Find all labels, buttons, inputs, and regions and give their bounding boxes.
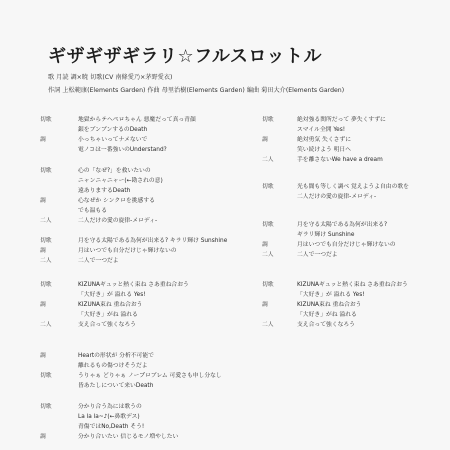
speaker-label: 二人 — [262, 157, 274, 163]
speaker-label: 切歌 — [40, 168, 52, 174]
lyric-line — [40, 351, 245, 361]
lyric-text: 支え合って強くなろう — [78, 322, 136, 328]
lyric-line — [40, 216, 245, 226]
lyric-text: 二人で一つだよ — [78, 258, 119, 264]
lyric-line — [40, 135, 245, 145]
credit-staff: 作詞 上松範康(Elements Garden) 作曲 母里治樹(Elements Garden) 編曲 菊田大介(Elements Garden) — [48, 87, 345, 94]
lyric-line — [40, 206, 245, 216]
speaker-label: 切歌 — [262, 222, 274, 228]
lyric-text: 分かり合う為には歌うの — [78, 404, 142, 410]
lyric-text: 手を離さないWe have a dream — [297, 157, 383, 163]
lyric-line — [40, 246, 245, 256]
speaker-label: 調 — [40, 248, 46, 254]
lyric-line — [262, 182, 447, 192]
lyric-text: 電ノコは一番強いのUnderstand? — [78, 147, 167, 153]
lyric-stanza — [40, 236, 245, 266]
speaker-label: 調 — [262, 302, 268, 308]
speaker-label: 切歌 — [40, 117, 52, 123]
lyric-line — [262, 115, 447, 125]
lyric-text: 月はいつでも自分だけじゃ輝けないの — [78, 248, 177, 254]
lyric-line — [40, 412, 245, 422]
speaker-label: 調 — [262, 137, 268, 143]
lyric-line — [40, 310, 245, 320]
lyric-text: 光も闇も等しく調べ 覚えようよ自由の歌を — [297, 184, 409, 190]
lyric-line — [262, 320, 447, 330]
lyric-text: ニャンニャニャー(←勘されの意) — [78, 178, 163, 184]
lyric-text: La la la~♪(←鼻歌デス) — [78, 414, 140, 420]
lyric-line — [40, 125, 245, 135]
speaker-label: 切歌 — [40, 373, 52, 379]
lyric-stanza — [262, 280, 447, 330]
lyric-text: 笑い続けよう 明日へ — [297, 147, 352, 153]
lyric-stanza — [262, 220, 447, 260]
lyric-line — [40, 196, 245, 206]
lyric-text: 絶対勇気 失くさずに — [297, 137, 352, 143]
lyric-text: Heartの形状が 分析不可能で — [78, 353, 154, 359]
lyric-stanza — [40, 115, 245, 155]
lyric-line — [40, 145, 245, 155]
lyric-line — [40, 300, 245, 310]
lyric-line — [262, 155, 447, 165]
speaker-label: 切歌 — [40, 404, 52, 410]
lyric-text: 地獄からテヘペロちゃん 悪魔だって真っ青顔 — [78, 117, 196, 123]
lyric-line — [40, 176, 245, 186]
speaker-label: 二人 — [40, 218, 52, 224]
lyric-line — [262, 230, 447, 240]
lyric-text: スマイル全開 Yes! — [297, 127, 346, 133]
speaker-label: 調 — [40, 198, 46, 204]
lyric-line — [40, 290, 245, 300]
lyric-stanza — [40, 402, 245, 442]
lyric-line — [262, 250, 447, 260]
speaker-label: 調 — [262, 242, 268, 248]
lyric-line — [262, 280, 447, 290]
lyric-text: うりゃぁ どりゃぁ ノープロブレム 可愛さも申し分なし — [78, 373, 222, 379]
speaker-label: 切歌 — [40, 282, 52, 288]
lyric-line — [262, 310, 447, 320]
lyric-text: 「大好き」がね 溢れる — [78, 312, 138, 318]
lyric-line — [40, 236, 245, 246]
lyric-text: 心なぜか シンクロを挑感する — [78, 198, 155, 204]
lyric-line — [40, 256, 245, 266]
speaker-label: 調 — [40, 353, 46, 359]
speaker-label: 切歌 — [40, 238, 52, 244]
lyric-text: ギラリ輝け Sunshine — [297, 232, 355, 238]
lyric-line — [262, 240, 447, 250]
lyric-text: 月はいつでも自分だけじゃ輝けないの — [297, 242, 396, 248]
lyric-line — [262, 300, 447, 310]
speaker-label: 二人 — [262, 322, 274, 328]
lyric-text: 「大好き」が 溢れる Yes! — [297, 292, 365, 298]
lyric-line — [40, 402, 245, 412]
lyric-stanza — [262, 115, 447, 165]
lyric-text: KIZUNA束ね 重ね合おう — [78, 302, 143, 308]
lyric-line — [262, 145, 447, 155]
lyric-text: 遠ありまするDeath — [78, 188, 131, 194]
lyric-line — [40, 280, 245, 290]
lyric-stanza — [262, 182, 447, 202]
lyric-text: 絶対強る関所だって 夢失くすずに — [297, 117, 386, 123]
speaker-label: 二人 — [262, 252, 274, 258]
lyric-line — [40, 371, 245, 381]
speaker-label: 調 — [40, 434, 46, 440]
lyric-text: 月を守る太陽である為何が出来る? キラリ輝け Sunshine — [78, 238, 228, 244]
lyric-line — [262, 192, 447, 202]
lyric-text: 月を守る太陽である為何が出来る? — [297, 222, 388, 228]
lyric-text: 皆あたしについて来いDeath — [78, 383, 154, 389]
speaker-label: 切歌 — [262, 184, 274, 190]
speaker-label: 切歌 — [262, 117, 274, 123]
lyric-line — [40, 422, 245, 432]
speaker-label: 二人 — [40, 258, 52, 264]
lyric-text: 二人だけの愛の旋律-メロディ- — [297, 194, 377, 200]
lyric-text: 二人で一つだよ — [297, 252, 338, 258]
lyric-text: 「大好き」が 溢れる Yes! — [78, 292, 146, 298]
lyric-line — [262, 290, 447, 300]
lyric-text: KIZUNAギュッと熱く束ね さあ重ね合おう — [78, 282, 189, 288]
lyric-line — [40, 381, 245, 391]
speaker-label: 調 — [40, 137, 46, 143]
lyric-text: KIZUNA束ね 重ね合おう — [297, 302, 362, 308]
lyric-line — [40, 361, 245, 371]
lyric-text: 支え合って強くなろう — [297, 322, 355, 328]
lyric-text: 心の「なぜ?」を救いたいの — [78, 168, 151, 174]
lyric-text: 二人だけの愛の旋律-メロディ- — [78, 218, 158, 224]
speaker-label: 二人 — [40, 322, 52, 328]
lyric-text: 離れるもの傷つけそうだよ — [78, 363, 148, 369]
lyric-line — [262, 220, 447, 230]
lyric-text: 銀をブンブンするのDeath — [78, 127, 148, 133]
lyric-text: 小っちゃいってナメないで — [78, 137, 148, 143]
credit-vocals: 歌 月読 調×暁 切歌(CV 南條愛乃×茅野愛衣) — [48, 74, 173, 81]
lyric-text: でも温もる — [78, 208, 107, 214]
lyric-stanza — [40, 166, 245, 226]
lyric-text: 青傷ではNo,Death そう! — [78, 424, 145, 430]
lyric-text: 分かり合いたい 信じるモノ増やしたい — [78, 434, 179, 440]
song-title: ギザギザギラリ☆フルスロットル — [48, 46, 323, 67]
lyric-line — [40, 186, 245, 196]
speaker-label: 調 — [40, 302, 46, 308]
lyric-line — [40, 432, 245, 442]
lyric-stanza — [40, 280, 245, 330]
lyric-line — [40, 115, 245, 125]
lyric-line — [40, 166, 245, 176]
lyric-line — [262, 125, 447, 135]
lyric-text: 「大好き」がね 溢れる — [297, 312, 357, 318]
lyric-stanza — [40, 351, 245, 391]
lyric-text: KIZUNAギュッと熱く束ね さあ重ね合おう — [297, 282, 408, 288]
lyric-line — [262, 135, 447, 145]
lyric-line — [40, 320, 245, 330]
speaker-label: 切歌 — [262, 282, 274, 288]
